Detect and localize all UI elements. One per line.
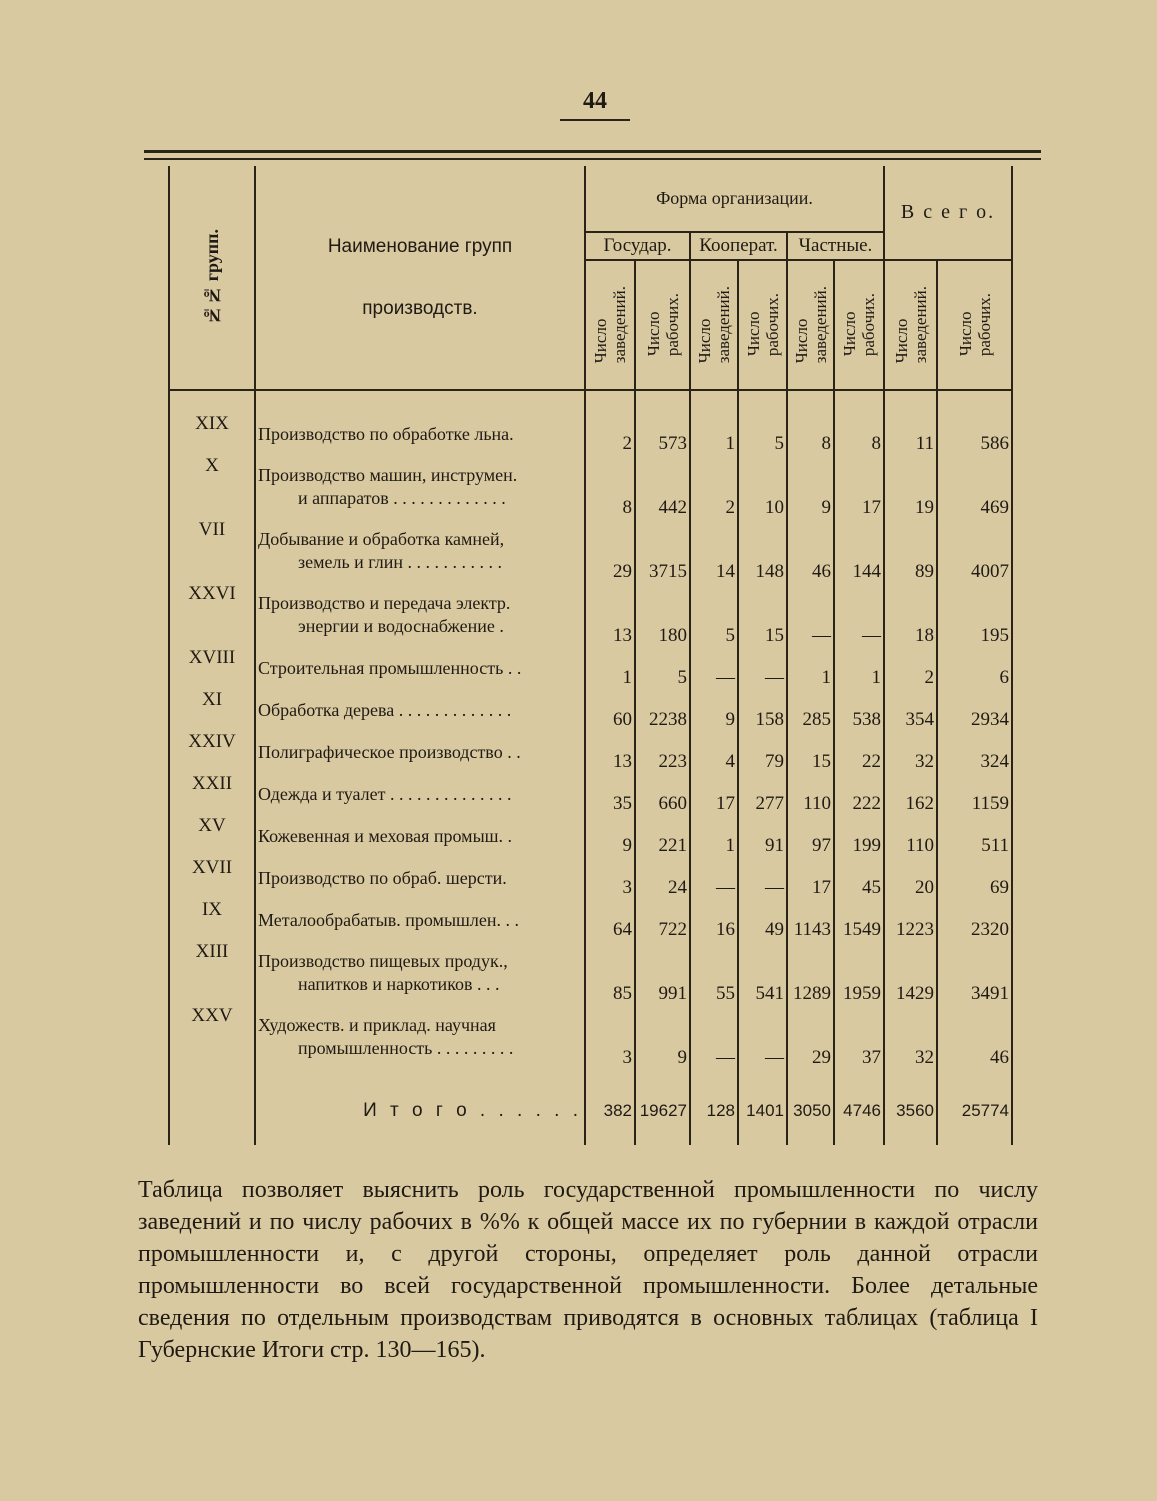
value-cell: 538 xyxy=(834,689,884,731)
col-number-header: №№ групп. xyxy=(169,166,255,390)
value-cell: 97 xyxy=(787,815,834,857)
value-cell: 8 xyxy=(585,455,635,519)
value-cell: 69 xyxy=(937,857,1012,899)
value-cell: 89 xyxy=(884,519,937,583)
value-cell: 55 xyxy=(690,941,738,1005)
table-row xyxy=(169,899,1012,941)
group-number: XVIII xyxy=(169,647,255,689)
value-cell: 222 xyxy=(834,773,884,815)
value-cell: 49 xyxy=(738,899,787,941)
value-cell: — xyxy=(834,583,884,647)
value-cell: 277 xyxy=(738,773,787,815)
value-cell: 511 xyxy=(937,815,1012,857)
group-number: XIX xyxy=(169,413,255,455)
group-name: Полиграфическое производство . . xyxy=(255,731,585,773)
group-name: Производство пищевых продук., напитков и наркотиков . . . xyxy=(255,941,585,1005)
value-cell: 9 xyxy=(787,455,834,519)
state-workers-header: Число рабочих. xyxy=(635,260,690,390)
value-cell: 15 xyxy=(738,583,787,647)
value-cell: 1549 xyxy=(834,899,884,941)
col-name-header: Наименование групп производств. xyxy=(255,166,585,390)
value-cell: 35 xyxy=(585,773,635,815)
value-cell: 2934 xyxy=(937,689,1012,731)
value-cell: 14 xyxy=(690,519,738,583)
group-name: Одежда и туалет . . . . . . . . . . . . . . xyxy=(255,773,585,815)
value-cell: 8 xyxy=(787,413,834,455)
value-cell: 29 xyxy=(585,519,635,583)
value-cell: 3491 xyxy=(937,941,1012,1005)
value-cell: 60 xyxy=(585,689,635,731)
group-name: Производство машин, инструмен. и аппаратов . . . . . . . . . . . . . xyxy=(255,455,585,519)
value-cell: 37 xyxy=(834,1005,884,1069)
group-name: Обработка дерева . . . . . . . . . . . . . xyxy=(255,689,585,731)
value-cell: 1159 xyxy=(937,773,1012,815)
group-number: VII xyxy=(169,519,255,583)
value-cell: 2 xyxy=(690,455,738,519)
value-cell: 15 xyxy=(787,731,834,773)
value-cell: 17 xyxy=(834,455,884,519)
table-row xyxy=(169,773,1012,815)
group-number: XXVI xyxy=(169,583,255,647)
value-cell: 17 xyxy=(787,857,834,899)
value-cell: 6 xyxy=(937,647,1012,689)
total-workers-header: Число рабочих. xyxy=(937,260,1012,390)
value-cell: 221 xyxy=(635,815,690,857)
value-cell: 18 xyxy=(884,583,937,647)
value-cell: 180 xyxy=(635,583,690,647)
value-cell: 46 xyxy=(937,1005,1012,1069)
group-number: XXII xyxy=(169,773,255,815)
top-rule-secondary xyxy=(144,158,1041,160)
value-cell: 2320 xyxy=(937,899,1012,941)
value-cell: 1 xyxy=(690,413,738,455)
value-cell: 1 xyxy=(834,647,884,689)
total-value-cell: 1401 xyxy=(738,1091,787,1131)
value-cell: 19 xyxy=(884,455,937,519)
value-cell: 32 xyxy=(884,731,937,773)
value-cell: 46 xyxy=(787,519,834,583)
total-value-cell: 128 xyxy=(690,1091,738,1131)
value-cell: 64 xyxy=(585,899,635,941)
value-cell: 285 xyxy=(787,689,834,731)
value-cell: 5 xyxy=(690,583,738,647)
table-row xyxy=(169,413,1012,455)
totals-row xyxy=(169,1091,1012,1131)
group-number: XI xyxy=(169,689,255,731)
value-cell: 722 xyxy=(635,899,690,941)
value-cell: 8 xyxy=(834,413,884,455)
value-cell: 4007 xyxy=(937,519,1012,583)
value-cell: 162 xyxy=(884,773,937,815)
value-cell: 442 xyxy=(635,455,690,519)
top-rule xyxy=(144,150,1041,153)
total-value-cell: 3050 xyxy=(787,1091,834,1131)
value-cell: 586 xyxy=(937,413,1012,455)
table-row xyxy=(169,689,1012,731)
value-cell: 199 xyxy=(834,815,884,857)
value-cell: 10 xyxy=(738,455,787,519)
value-cell: 24 xyxy=(635,857,690,899)
value-cell: 1223 xyxy=(884,899,937,941)
value-cell: 11 xyxy=(884,413,937,455)
total-value-cell: 382 xyxy=(585,1091,635,1131)
table-row xyxy=(169,519,1012,583)
totals-label: И т о г о . . . . . . xyxy=(255,1091,585,1131)
value-cell: 541 xyxy=(738,941,787,1005)
group-name: Производство и передача электр. энергии и водоснабжение . xyxy=(255,583,585,647)
value-cell: 223 xyxy=(635,731,690,773)
table-row xyxy=(169,455,1012,519)
group-name: Производство по обраб. шерсти. xyxy=(255,857,585,899)
value-cell: 1 xyxy=(787,647,834,689)
value-cell: 16 xyxy=(690,899,738,941)
value-cell: 1143 xyxy=(787,899,834,941)
value-cell: 13 xyxy=(585,731,635,773)
total-value-cell: 4746 xyxy=(834,1091,884,1131)
value-cell: — xyxy=(738,1005,787,1069)
total-value-cell: 19627 xyxy=(635,1091,690,1131)
page-number: 44 xyxy=(560,88,630,121)
industry-table xyxy=(168,166,1013,1145)
value-cell: 1 xyxy=(690,815,738,857)
table-row xyxy=(169,647,1012,689)
state-establishments-header: Число заведений. xyxy=(585,260,635,390)
table-row xyxy=(169,1005,1012,1069)
value-cell: 3 xyxy=(585,1005,635,1069)
group-number: XIII xyxy=(169,941,255,1005)
group-number: XXV xyxy=(169,1005,255,1069)
value-cell: 2 xyxy=(884,647,937,689)
value-cell: 22 xyxy=(834,731,884,773)
value-cell: 1 xyxy=(585,647,635,689)
value-cell: 85 xyxy=(585,941,635,1005)
value-cell: 991 xyxy=(635,941,690,1005)
explanatory-paragraph: Таблица позволяет выяснить роль государственной промышленности по числу заведений и по числу рабочих в %% к общей массе их по губернии в каждой отрасли промышленности и, с другой стороны, определяет роль данной отрасли промышленности во всей государственной промышленности. Более детальные сведения по отдельным производствам приводятся в основных таблицах (таблица I Губернские Итоги стр. 130—165). xyxy=(138,1177,1038,1363)
value-cell: 9 xyxy=(585,815,635,857)
value-cell: 144 xyxy=(834,519,884,583)
value-cell: — xyxy=(690,857,738,899)
value-cell: 9 xyxy=(635,1005,690,1069)
group-number: X xyxy=(169,455,255,519)
value-cell: 45 xyxy=(834,857,884,899)
group-name: Металообрабатыв. промышлен. . . xyxy=(255,899,585,941)
group-name: Добывание и обработка камней, земель и глин . . . . . . . . . . . xyxy=(255,519,585,583)
value-cell: 2 xyxy=(585,413,635,455)
value-cell: 110 xyxy=(884,815,937,857)
value-cell: 79 xyxy=(738,731,787,773)
value-cell: 354 xyxy=(884,689,937,731)
value-cell: 32 xyxy=(884,1005,937,1069)
value-cell: 9 xyxy=(690,689,738,731)
value-cell: 1289 xyxy=(787,941,834,1005)
value-cell: 20 xyxy=(884,857,937,899)
value-cell: 2238 xyxy=(635,689,690,731)
value-cell: 17 xyxy=(690,773,738,815)
form-organization-header: Форма организации. xyxy=(585,166,884,232)
value-cell: 5 xyxy=(635,647,690,689)
value-cell: 573 xyxy=(635,413,690,455)
value-cell: 91 xyxy=(738,815,787,857)
value-cell: 158 xyxy=(738,689,787,731)
coop-establishments-header: Число заведений. xyxy=(690,260,738,390)
value-cell: 4 xyxy=(690,731,738,773)
value-cell: 5 xyxy=(738,413,787,455)
group-number: XXIV xyxy=(169,731,255,773)
value-cell: 110 xyxy=(787,773,834,815)
value-cell: — xyxy=(738,647,787,689)
table-row xyxy=(169,731,1012,773)
coop-workers-header: Число рабочих. xyxy=(738,260,787,390)
group-name: Кожевенная и меховая промыш. . xyxy=(255,815,585,857)
group-number: XVII xyxy=(169,857,255,899)
private-establishments-header: Число заведений. xyxy=(787,260,834,390)
table-row xyxy=(169,583,1012,647)
value-cell: — xyxy=(690,647,738,689)
value-cell: 3715 xyxy=(635,519,690,583)
group-number: XV xyxy=(169,815,255,857)
table-row xyxy=(169,857,1012,899)
value-cell: 148 xyxy=(738,519,787,583)
value-cell: — xyxy=(787,583,834,647)
table-row xyxy=(169,941,1012,1005)
value-cell: 195 xyxy=(937,583,1012,647)
value-cell: 324 xyxy=(937,731,1012,773)
group-number: IX xyxy=(169,899,255,941)
private-header: Частные. xyxy=(787,232,884,260)
group-name: Художеств. и приклад. научная промышленность . . . . . . . . . xyxy=(255,1005,585,1069)
total-value-cell: 3560 xyxy=(884,1091,937,1131)
value-cell: 469 xyxy=(937,455,1012,519)
total-value-cell: 25774 xyxy=(937,1091,1012,1131)
value-cell: — xyxy=(690,1005,738,1069)
value-cell: 13 xyxy=(585,583,635,647)
value-cell: 1959 xyxy=(834,941,884,1005)
table-row xyxy=(169,815,1012,857)
total-establishments-header: Число заведений. xyxy=(884,260,937,390)
group-name: Производство по обработке льна. xyxy=(255,413,585,455)
value-cell: 29 xyxy=(787,1005,834,1069)
value-cell: 1429 xyxy=(884,941,937,1005)
group-name: Строительная промышленность . . xyxy=(255,647,585,689)
private-workers-header: Число рабочих. xyxy=(834,260,884,390)
value-cell: 660 xyxy=(635,773,690,815)
total-header: В с е г о. xyxy=(884,166,1012,260)
coop-header: Кооперат. xyxy=(690,232,787,260)
value-cell: — xyxy=(738,857,787,899)
value-cell: 3 xyxy=(585,857,635,899)
state-header: Государ. xyxy=(585,232,690,260)
